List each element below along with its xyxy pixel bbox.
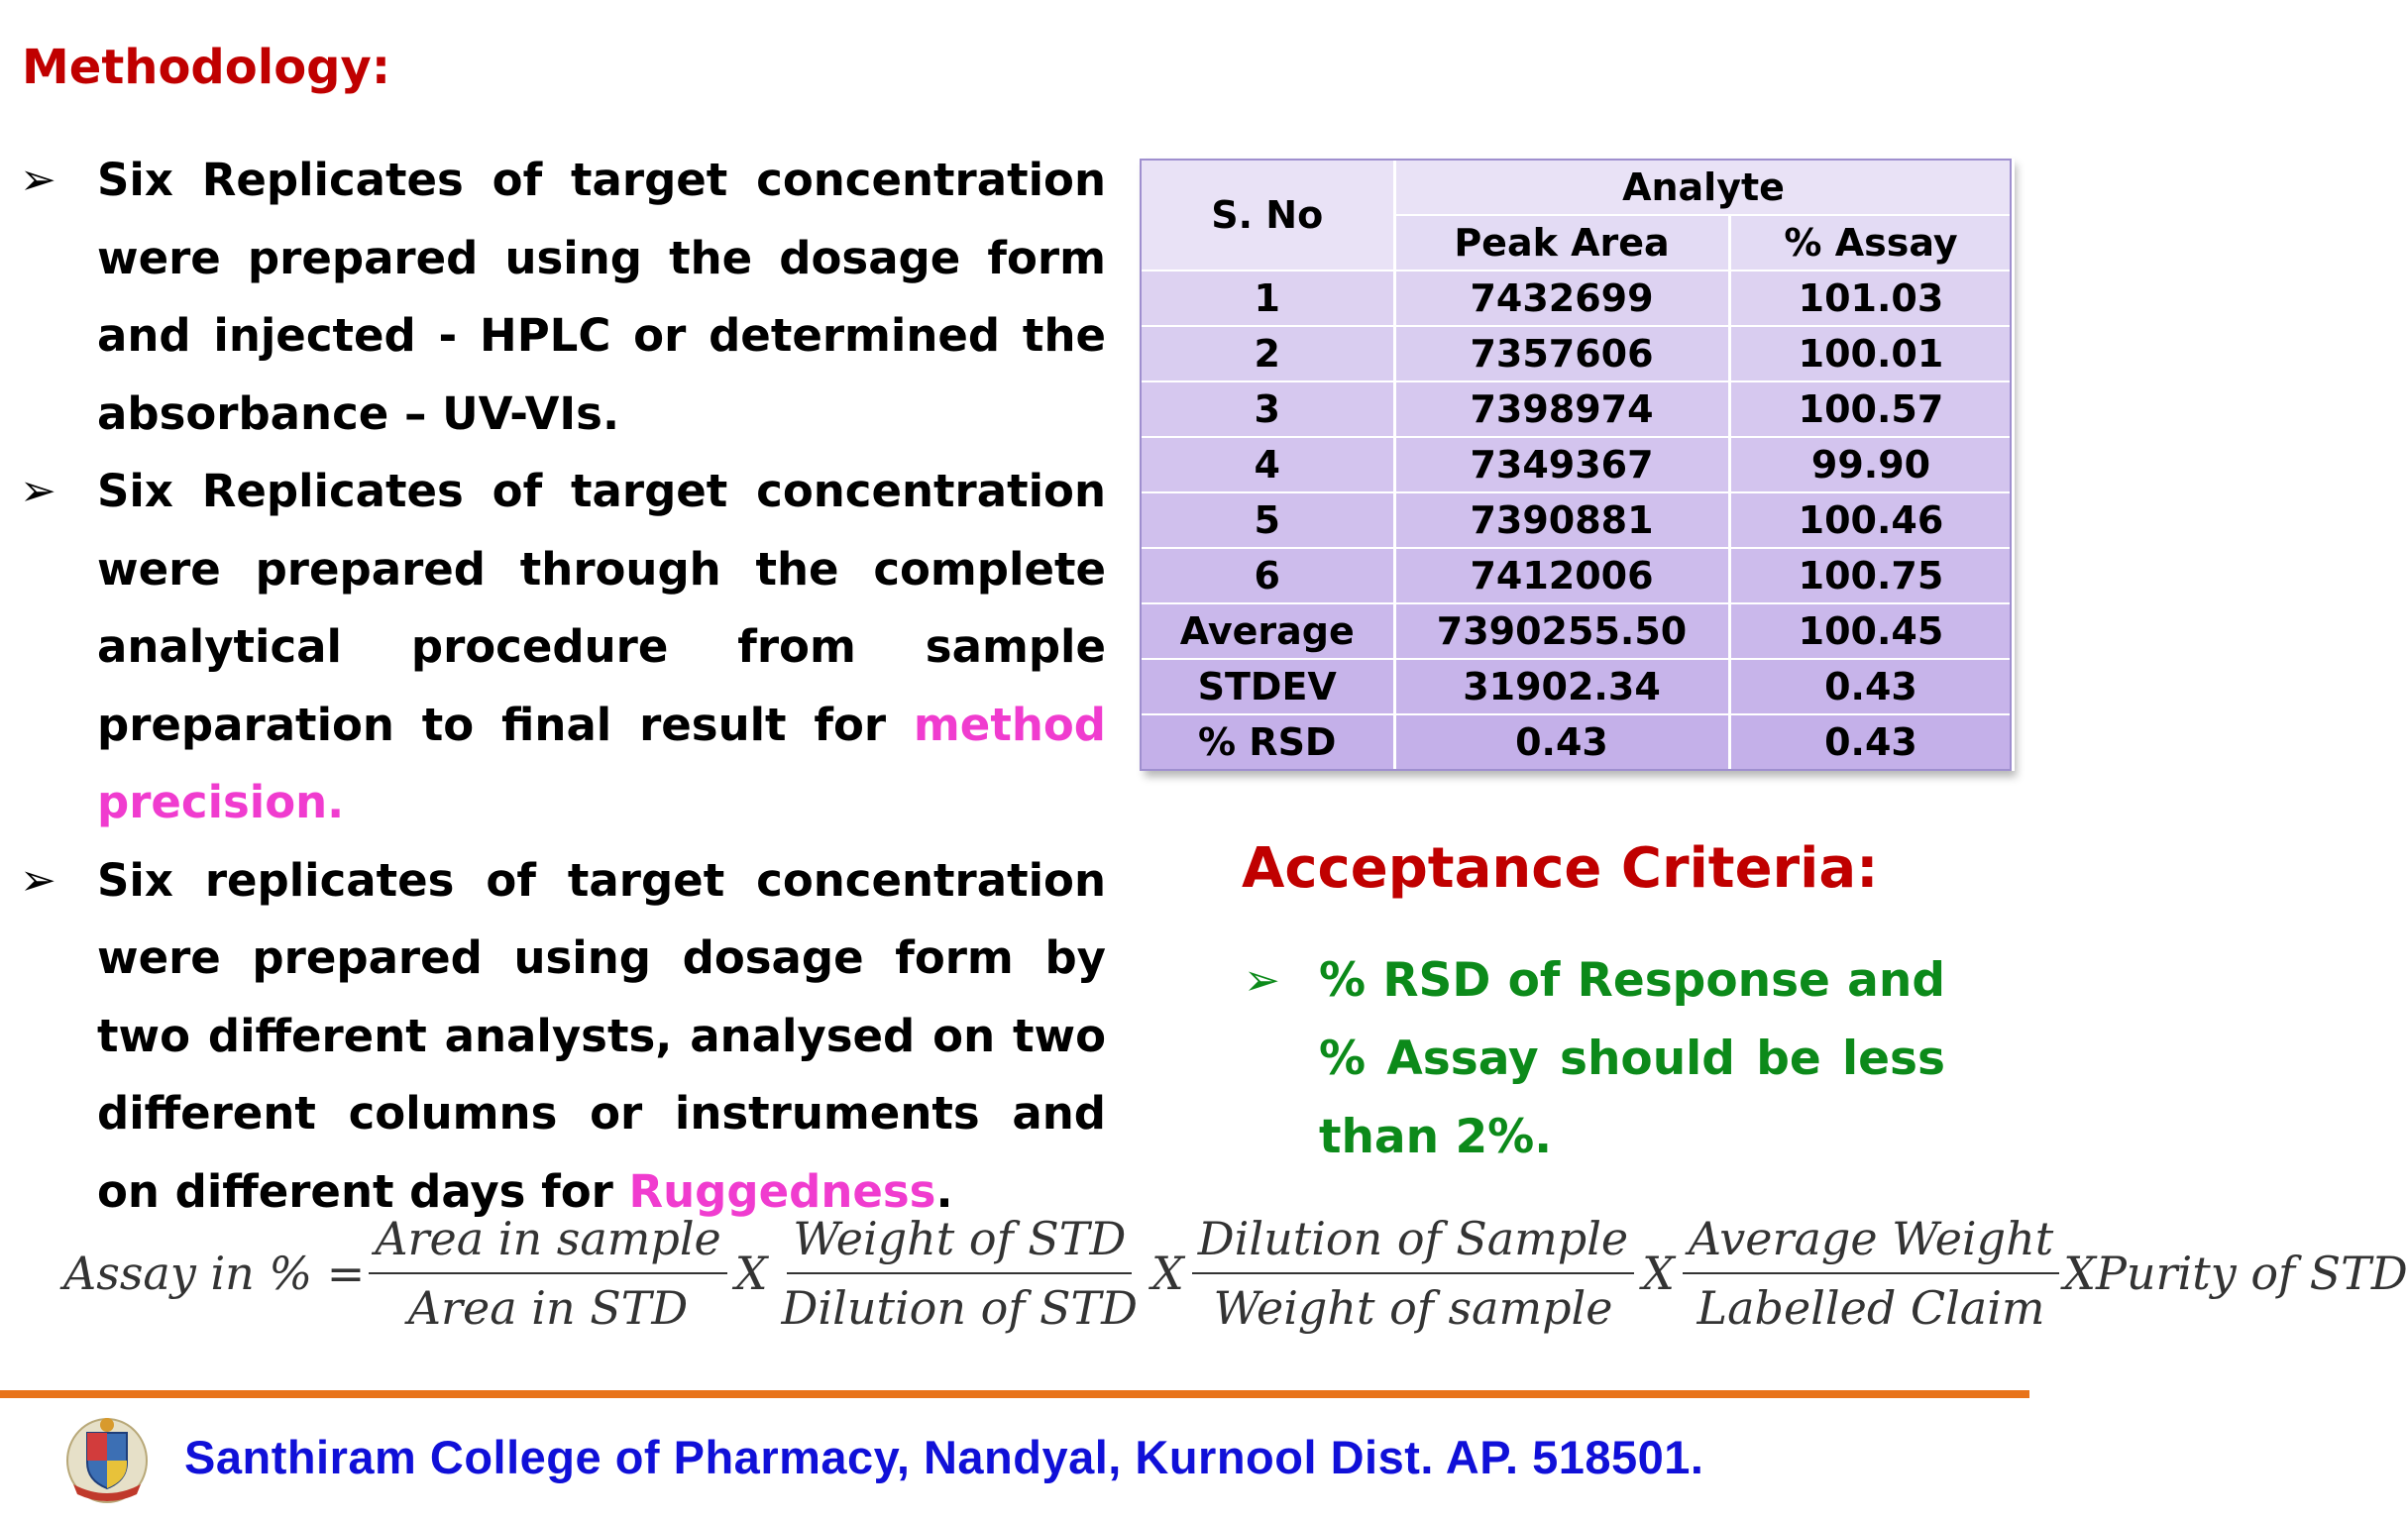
cell-assay: 100.46	[1729, 492, 2013, 548]
formula-fraction-weight	[776, 1205, 1145, 1342]
formula-operator: X	[1642, 1247, 1675, 1300]
methodology-bullet-3	[20, 842, 1106, 1232]
cell-assay: 100.75	[1729, 548, 2013, 603]
fraction-numerator: Weight of STD	[787, 1205, 1132, 1274]
table-row	[1141, 271, 2013, 326]
bullet-3-highlight: Ruggedness	[628, 1164, 936, 1218]
cell-peak-area: 0.43	[1394, 714, 1729, 770]
cell-sno: 4	[1141, 437, 1394, 492]
table-row	[1141, 326, 2013, 381]
cell-peak-area: 7412006	[1394, 548, 1729, 603]
formula-lhs: Assay in % =	[63, 1247, 366, 1300]
fraction-numerator: Average Weight	[1683, 1205, 2059, 1274]
slide-title: Methodology:	[22, 40, 391, 95]
cell-sno: 6	[1141, 548, 1394, 603]
fraction-denominator: Labelled Claim	[1697, 1281, 2045, 1335]
cell-sno: % RSD	[1141, 714, 1394, 770]
cell-sno: 1	[1141, 271, 1394, 326]
arrow-bullet-icon: ➢	[20, 466, 56, 516]
arrow-bullet-icon: ➢	[20, 854, 56, 906]
bullet-3-tail: .	[935, 1164, 953, 1218]
footer-divider	[0, 1390, 2029, 1398]
cell-assay: 99.90	[1729, 437, 2013, 492]
formula-fraction-dilution	[1192, 1205, 1634, 1342]
header-sno: S. No	[1141, 160, 1394, 271]
fraction-numerator: Dilution of Sample	[1192, 1205, 1634, 1274]
cell-sno: STDEV	[1141, 659, 1394, 714]
table-row	[1141, 492, 2013, 548]
cell-peak-area: 7349367	[1394, 437, 1729, 492]
methodology-bullet-list	[20, 142, 1106, 1231]
methodology-bullet-1	[20, 142, 1106, 453]
cell-assay: 100.01	[1729, 326, 2013, 381]
cell-sno: 5	[1141, 492, 1394, 548]
cell-assay: 101.03	[1729, 271, 2013, 326]
formula-operator: X	[734, 1247, 768, 1300]
cell-peak-area: 7432699	[1394, 271, 1729, 326]
table-row	[1141, 548, 2013, 603]
cell-peak-area: 31902.34	[1394, 659, 1729, 714]
fraction-denominator: Dilution of STD	[781, 1281, 1139, 1335]
fraction-numerator: Area in sample	[369, 1205, 726, 1274]
acceptance-criteria-item	[1244, 941, 1945, 1176]
fraction-denominator: Weight of sample	[1213, 1281, 1613, 1335]
acceptance-criteria-title: Acceptance Criteria:	[1242, 836, 1879, 901]
cell-assay: 100.57	[1729, 381, 2013, 437]
results-table-wrapper	[1140, 159, 2012, 771]
results-table	[1140, 159, 2015, 771]
cell-assay: 0.43	[1729, 659, 2013, 714]
header-peak-area: Peak Area	[1394, 215, 1729, 271]
footer-college-address: Santhiram College of Pharmacy, Nandyal, Kurnool Dist. AP. 518501.	[184, 1431, 1704, 1483]
cell-sno: Average	[1141, 603, 1394, 659]
bullet-3-text: Six replicates of target concentration were prepared using dosage form by two different analysts, analysed on two different columns or instruments and on different days for	[97, 853, 1106, 1218]
arrow-bullet-icon: ➢	[20, 155, 56, 205]
cell-assay: 0.43	[1729, 714, 2013, 770]
cell-sno: 2	[1141, 326, 1394, 381]
formula-tail: XPurity of STD	[2063, 1247, 2408, 1300]
cell-sno: 3	[1141, 381, 1394, 437]
assay-formula	[63, 1199, 2408, 1348]
formula-fraction-area	[369, 1205, 726, 1342]
methodology-bullet-2	[20, 453, 1106, 842]
table-row	[1141, 437, 2013, 492]
arrow-bullet-icon: ➢	[1244, 955, 1280, 1006]
formula-fraction-average-weight	[1683, 1205, 2059, 1342]
fraction-denominator: Area in STD	[407, 1281, 689, 1335]
table-row-average	[1141, 603, 2013, 659]
bullet-2-highlight: method precision.	[97, 698, 1106, 828]
cell-assay: 100.45	[1729, 603, 2013, 659]
table-row-stdev	[1141, 659, 2013, 714]
header-analyte: Analyte	[1394, 160, 2013, 215]
cell-peak-area: 7390881	[1394, 492, 1729, 548]
table-row	[1141, 381, 2013, 437]
acceptance-criteria-text: % RSD of Response and % Assay should be less than 2%.	[1319, 953, 1945, 1164]
bullet-1-text: Six Replicates of target concentration were prepared using the dosage form and injected - HPLC or determined the absorbance – UV-VIs.	[97, 154, 1106, 440]
college-crest-icon	[63, 1411, 151, 1504]
table-header-row	[1141, 160, 2013, 215]
bullet-2-text: Six Replicates of target concentration were prepared through the complete analytical procedure from sample preparation to final result for	[97, 465, 1106, 751]
formula-operator: X	[1151, 1247, 1184, 1300]
cell-peak-area: 7357606	[1394, 326, 1729, 381]
cell-peak-area: 7398974	[1394, 381, 1729, 437]
header-assay: % Assay	[1729, 215, 2013, 271]
table-row-rsd	[1141, 714, 2013, 770]
cell-peak-area: 7390255.50	[1394, 603, 1729, 659]
